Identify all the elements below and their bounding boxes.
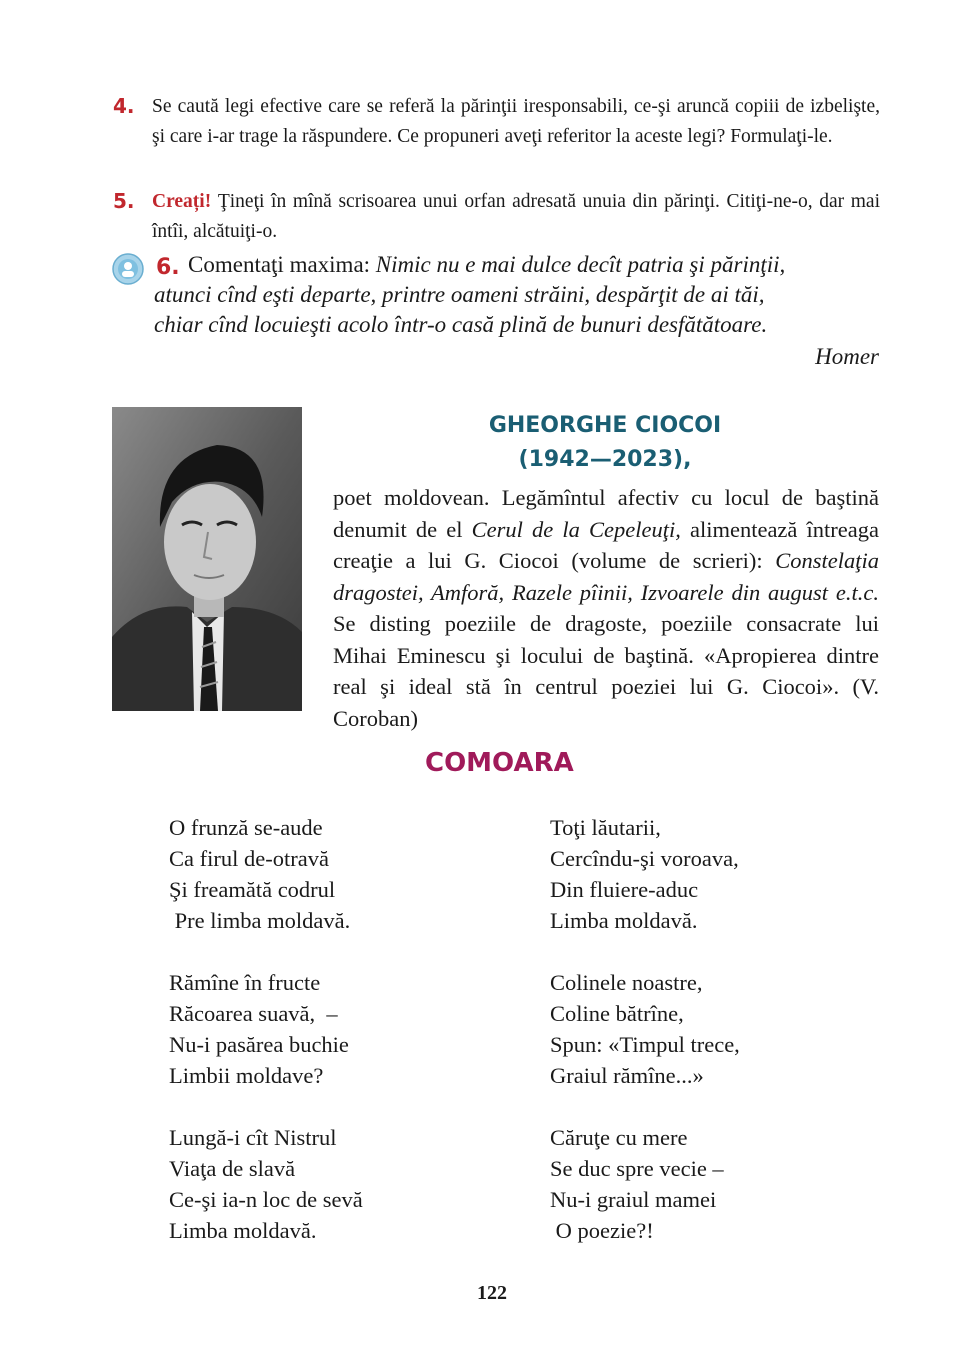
poem-line: Se duc spre vecie – (550, 1156, 724, 1181)
poem-left-column (169, 812, 509, 1277)
task-number-5: 5. (113, 189, 135, 213)
poem-line: Căruţe cu mere (550, 1125, 688, 1150)
poem-line: Lungă-i cît Nistrul (169, 1125, 337, 1150)
poem-line: Graiul rămîne...» (550, 1063, 704, 1088)
bio-italic-2: Constelaţia dragostei, Amforă, Razele pîinii, Izvoarele din august e.t.c. (333, 548, 879, 605)
poem-line: Limba moldavă. (550, 908, 698, 933)
poem-line: Cercîndu-şi voroava, (550, 846, 739, 871)
poem-line: Răcoarea suavă, – (169, 1001, 338, 1026)
poem-line: O poezie?! (550, 1218, 654, 1243)
poem-line: Rămîne în fructe (169, 970, 321, 995)
poem-line: Din fluiere-aduc (550, 877, 699, 902)
poem-right-column (550, 812, 880, 1277)
poem-line: Limbii moldave? (169, 1063, 324, 1088)
poem-line: Nu-i pasărea buchie (169, 1032, 349, 1057)
poem-line: Ca firul de-otravă (169, 846, 329, 871)
poem-line: Limba moldavă. (169, 1218, 317, 1243)
poem-line: Spun: «Timpul trece, (550, 1032, 740, 1057)
page-number: 122 (477, 1282, 507, 1304)
task-5-text (152, 187, 880, 247)
bio-text-1: poet moldovean. Legămîntul afectiv cu locul de baştină denumit de el (333, 485, 879, 542)
poem-line: Coline bătrîne, (550, 1001, 684, 1026)
task-number-4: 4. (113, 94, 135, 118)
create-label: Creați! (152, 191, 212, 212)
poem-line: O frunză se-aude (169, 815, 323, 840)
poem-line: Nu-i graiul mamei (550, 1187, 717, 1212)
stanza-left-3 (169, 1122, 509, 1246)
stanza-right-1 (550, 812, 880, 936)
author-name: GHEORGHE CIOCOI (488, 413, 722, 438)
task-6-text (154, 250, 882, 340)
quote-author: Homer (815, 344, 879, 369)
quote-line-2: atunci cînd eşti departe, printre oameni străini, despărţit de ai tăi, (154, 282, 765, 307)
author-portrait-photo (112, 407, 302, 711)
bio-italic-1: Cerul de la Cepeleuţi, (471, 516, 681, 542)
poem-line: Şi freamătă codrul (169, 877, 336, 902)
stanza-right-2 (550, 967, 880, 1091)
task-5-body: Ţineţi în mînă scrisoarea unui orfan adresată unuia din părinţi. Citiţi-ne-o, dar mai întîi, alcătuiţi-o. (152, 191, 881, 242)
poem-line: Ce-şi ia-n loc de sevă (169, 1187, 363, 1212)
quote-line-3: chiar cînd locuieşti acolo într-o casă plină de bunuri desfătătoare. (154, 312, 768, 337)
quote-line-1: Nimic nu e mai dulce decît patria şi părinţii, (375, 252, 786, 277)
task-4-text: Se caută legi efective care se referă la părinţii iresponsabili, ce-şi aruncă copiii de izbelişte, şi care i-ar trage la răspundere. Ce propuneri aveţi referitor la aceste legi? Formulaţi-le. (152, 96, 880, 147)
task-number-6: 6. (156, 255, 180, 280)
author-years: (1942—2023), (518, 447, 692, 472)
bio-text-2: alimentează întreaga creaţie a lui G. Ciocoi (volume de scrieri): (333, 516, 879, 573)
stanza-right-3 (550, 1122, 880, 1246)
poem-line: Pre limba moldavă. (169, 908, 351, 933)
stanza-left-2 (169, 967, 509, 1091)
task-6-lead: Comentaţi maxima: (188, 252, 371, 277)
poem-line: Colinele noastre, (550, 970, 703, 995)
bio-text-3: Se disting poeziile de dragoste, poeziile consacrate lui Mihai Eminescu şi locului de baştină. «Apropierea dintre real şi ideal stă în centrul poeziei lui G. Ciocoi». (V. Coroban) (333, 611, 879, 731)
discussion-icon (112, 253, 144, 285)
stanza-left-1 (169, 812, 509, 936)
poem-title: COMOARA (425, 748, 574, 778)
author-bio (333, 482, 879, 734)
poem-line: Toţi lăutarii, (550, 815, 661, 840)
poem-line: Viaţa de slavă (169, 1156, 296, 1181)
